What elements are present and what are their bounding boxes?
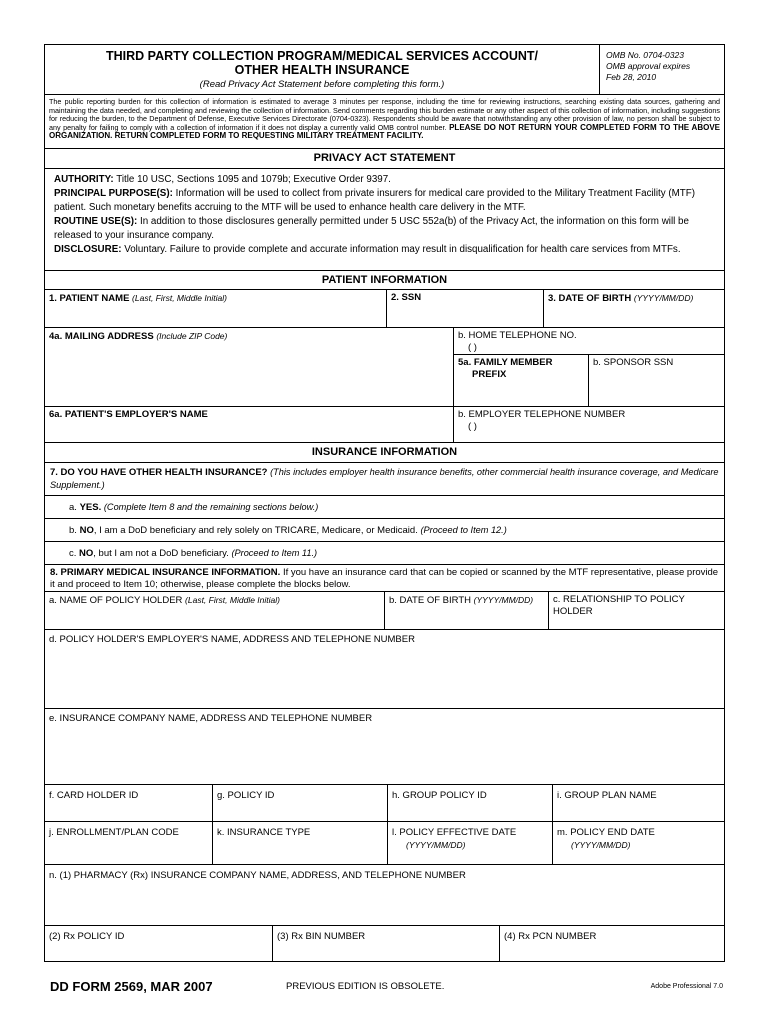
form-title-line1: THIRD PARTY COLLECTION PROGRAM/MEDICAL SERVICES ACCOUNT/ xyxy=(106,49,538,63)
question-7-label: 7. DO YOU HAVE OTHER HEALTH INSURANCE? xyxy=(50,467,268,478)
option-c-row xyxy=(45,542,724,565)
mailing-address-label: 4a. MAILING ADDRESS xyxy=(49,331,154,342)
rx-policy-id-field[interactable] xyxy=(45,926,273,961)
authority-text: Title 10 USC, Sections 1095 and 1079b; Executive Order 9397. xyxy=(116,174,391,185)
contact-column xyxy=(454,328,724,406)
policy-effective-date-label: l. POLICY EFFECTIVE DATE xyxy=(392,827,517,838)
policy-holder-name-field[interactable] xyxy=(45,592,385,629)
option-no-dod[interactable] xyxy=(45,519,724,541)
previous-edition-note: PREVIOUS EDITION IS OBSOLETE. xyxy=(286,981,445,992)
rx-bin-number-label: (3) Rx BIN NUMBER xyxy=(277,931,366,942)
option-c-bold: NO xyxy=(79,548,94,559)
employer-phone-field[interactable] xyxy=(454,407,724,442)
option-no-non-dod[interactable] xyxy=(45,542,724,564)
group-policy-id-label: h. GROUP POLICY ID xyxy=(392,790,487,801)
policy-id-field[interactable] xyxy=(213,785,388,821)
option-b-prefix: b. xyxy=(69,525,77,536)
enrollment-plan-code-field[interactable] xyxy=(45,822,213,864)
patient-row-2 xyxy=(45,328,724,407)
option-b-bold: NO xyxy=(79,525,94,536)
form-title-line2: OTHER HEALTH INSURANCE xyxy=(234,63,410,77)
policy-holder-dob-label: b. DATE OF BIRTH xyxy=(389,595,471,606)
policy-holder-employer-label: d. POLICY HOLDER'S EMPLOYER'S NAME, ADDRESS AND TELEPHONE NUMBER xyxy=(49,634,415,645)
rx-bin-number-field[interactable] xyxy=(273,926,500,961)
relationship-field[interactable] xyxy=(549,592,724,629)
home-phone-paren: ( ) xyxy=(468,342,477,353)
form-subtitle: (Read Privacy Act Statement before completing this form.) xyxy=(199,79,445,90)
privacy-body xyxy=(45,169,724,270)
pharmacy-company-label: n. (1) PHARMACY (Rx) INSURANCE COMPANY NAME, ADDRESS, AND TELEPHONE NUMBER xyxy=(49,870,466,881)
policy-holder-employer-row xyxy=(45,630,724,709)
group-plan-name-label: i. GROUP PLAN NAME xyxy=(557,790,657,801)
option-a-hint: (Complete Item 8 and the remaining sections below.) xyxy=(103,502,319,512)
dob-hint: (YYYY/MM/DD) xyxy=(633,293,694,303)
group-plan-name-field[interactable] xyxy=(553,785,724,821)
policy-holder-dob-hint: (YYYY/MM/DD) xyxy=(473,595,534,605)
rx-pcn-number-label: (4) Rx PCN NUMBER xyxy=(504,931,597,942)
mailing-address-field[interactable] xyxy=(45,328,454,406)
form-footer xyxy=(44,976,725,1000)
form-container xyxy=(44,44,725,962)
policy-holder-dob-field[interactable] xyxy=(385,592,549,629)
patient-row-1 xyxy=(45,290,724,328)
option-b-hint: (Proceed to Item 12.) xyxy=(420,525,507,535)
enrollment-plan-code-label: j. ENROLLMENT/PLAN CODE xyxy=(49,827,179,838)
policy-holder-name-label: a. NAME OF POLICY HOLDER xyxy=(49,595,183,606)
employer-name-label: 6a. PATIENT'S EMPLOYER'S NAME xyxy=(49,409,208,420)
family-prefix-label-2: PREFIX xyxy=(472,369,507,380)
option-b-row xyxy=(45,519,724,542)
omb-approval: OMB approval expires xyxy=(606,61,691,71)
form-id: DD FORM 2569, MAR 2007 xyxy=(50,979,213,994)
family-prefix-field[interactable] xyxy=(454,355,589,406)
sponsor-ssn-field[interactable] xyxy=(589,355,724,406)
relationship-label: c. RELATIONSHIP TO POLICY HOLDER xyxy=(553,594,685,617)
patient-heading-row xyxy=(45,271,724,290)
disclosure-label: DISCLOSURE: xyxy=(54,244,122,255)
rx-row xyxy=(45,926,724,961)
policy-effective-date-field[interactable] xyxy=(388,822,553,864)
privacy-heading: PRIVACY ACT STATEMENT xyxy=(313,152,456,164)
patient-name-field[interactable] xyxy=(45,290,387,327)
routine-line xyxy=(54,215,715,243)
option-b-text: , I am a DoD beneficiary and rely solely on TRICARE, Medicare, or Medicaid. xyxy=(93,525,418,536)
policy-end-date-field[interactable] xyxy=(553,822,724,864)
question-8-text: If you have an insurance card that can be copied or scanned by the MTF representative, please provide it and proceed to Item 10; otherwise, please complete the blocks below. xyxy=(50,567,719,590)
routine-text: In addition to those disclosures generally permitted under 5 USC 552a(b) of the Privacy Act, the information on this form will be released to your insurance company. xyxy=(54,216,689,241)
option-yes[interactable] xyxy=(45,496,724,518)
insurance-type-label: k. INSURANCE TYPE xyxy=(217,827,311,838)
insurance-type-field[interactable] xyxy=(213,822,388,864)
group-policy-id-field[interactable] xyxy=(388,785,553,821)
ssn-field[interactable] xyxy=(387,290,544,327)
insurance-company-label: e. INSURANCE COMPANY NAME, ADDRESS AND TELEPHONE NUMBER xyxy=(49,713,373,724)
purpose-line xyxy=(54,187,715,215)
authority-line xyxy=(54,173,715,187)
card-holder-id-field[interactable] xyxy=(45,785,213,821)
option-a-row xyxy=(45,496,724,519)
insurance-company-row xyxy=(45,709,724,785)
omb-date: Feb 28, 2010 xyxy=(606,72,657,82)
employer-phone-paren: ( ) xyxy=(468,421,477,432)
option-c-hint: (Proceed to Item 11.) xyxy=(231,548,318,558)
question-8-label: 8. PRIMARY MEDICAL INSURANCE INFORMATION. xyxy=(50,567,281,578)
dob-field[interactable] xyxy=(544,290,724,327)
authority-label: AUTHORITY: xyxy=(54,174,114,185)
home-phone-label: b. HOME TELEPHONE NO. xyxy=(458,330,577,341)
disclosure-text: Voluntary. Failure to provide complete and accurate information may result in disqualification for health care services from MTFs. xyxy=(124,244,681,255)
insurance-heading-row xyxy=(45,443,724,463)
disclosure-line xyxy=(54,243,715,257)
burden-bold-text: PLEASE DO NOT RETURN YOUR COMPLETED FORM TO THE ABOVE ORGANIZATION. RETURN COMPLETED FORM TO REQUESTING MILITARY TREATMENT FACILITY. xyxy=(49,122,720,141)
policy-id-label: g. POLICY ID xyxy=(217,790,275,801)
ssn-label: 2. SSN xyxy=(391,292,422,303)
form-title-block xyxy=(45,45,600,94)
burden-statement xyxy=(45,95,724,149)
omb-number: OMB No. 0704-0323 xyxy=(606,50,684,60)
burden-text: The public reporting burden for this collection of information is estimated to average 3 minutes per response, including the time for reviewing instructions, searching existing data sources, gathering and maintaining the data needed, and completing and reviewing the collection of information. Send comments regarding this burden estimate or any other aspect of this collection of information, including suggestions for reducing the burden, to the Department of Defense, Executive Services Directorate (0704-0323). Respondents should be aware that notwithstanding any other provision of law, no person shall be subject to any penalty for failing to comply with a collection of information if it does not display a currently valid OMB control number. xyxy=(49,97,720,132)
patient-name-label: 1. PATIENT NAME xyxy=(49,293,130,304)
policy-holder-name-hint: (Last, First, Middle Initial) xyxy=(185,595,280,605)
policy-end-date-hint: (YYYY/MM/DD) xyxy=(571,840,631,850)
omb-block xyxy=(600,45,724,94)
option-c-text: , but I am not a DoD beneficiary. xyxy=(93,548,229,559)
software-note: Adobe Professional 7.0 xyxy=(650,983,723,990)
privacy-heading-row xyxy=(45,149,724,169)
home-phone-field[interactable] xyxy=(454,328,724,355)
sponsor-ssn-label: b. SPONSOR SSN xyxy=(593,357,674,368)
privacy-statement xyxy=(45,169,724,271)
patient-heading: PATIENT INFORMATION xyxy=(321,274,448,286)
policy-holder-employer-field[interactable] xyxy=(45,630,724,708)
option-c-prefix: c. xyxy=(69,548,77,559)
ids-row xyxy=(45,785,724,822)
insurance-heading: INSURANCE INFORMATION xyxy=(311,446,458,458)
policy-holder-row xyxy=(45,592,724,630)
policy-effective-date-hint: (YYYY/MM/DD) xyxy=(406,840,466,850)
plan-dates-row xyxy=(45,822,724,865)
burden-text-block xyxy=(45,95,724,148)
family-prefix-label: 5a. FAMILY MEMBER xyxy=(458,357,553,368)
patient-row-3 xyxy=(45,407,724,443)
question-7-row xyxy=(45,463,724,496)
rx-policy-id-label: (2) Rx POLICY ID xyxy=(49,931,125,942)
employer-name-field[interactable] xyxy=(45,407,454,442)
patient-name-hint: (Last, First, Middle Initial) xyxy=(132,293,227,303)
employer-phone-label: b. EMPLOYER TELEPHONE NUMBER xyxy=(458,409,626,420)
question-7-hint: (This includes employer health insurance benefits, other commercial health insurance coverage, and Medicare Supplement.) xyxy=(50,467,719,490)
question-8 xyxy=(45,565,724,591)
purpose-label: PRINCIPAL PURPOSE(S): xyxy=(54,188,173,199)
form-header xyxy=(45,45,724,95)
dob-label: 3. DATE OF BIRTH xyxy=(548,293,632,304)
purpose-text: Information will be used to collect from private insurers for medical care provided to the Military Treatment Facility (MTF) patient. Such monetary benefits accruing to the MTF will be used to enhance health care delivery in the MTF. xyxy=(54,188,696,213)
routine-label: ROUTINE USE(S): xyxy=(54,216,138,227)
policy-end-date-label: m. POLICY END DATE xyxy=(557,827,655,838)
option-a-bold: YES. xyxy=(79,502,102,513)
rx-pcn-number-field[interactable] xyxy=(500,926,724,961)
option-a-prefix: a. xyxy=(69,502,77,513)
question-8-row xyxy=(45,565,724,592)
pharmacy-company-field[interactable] xyxy=(45,865,724,925)
insurance-company-field[interactable] xyxy=(45,709,724,784)
mailing-address-hint: (Include ZIP Code) xyxy=(156,331,228,341)
pharmacy-row xyxy=(45,865,724,926)
question-7 xyxy=(45,463,724,495)
card-holder-id-label: f. CARD HOLDER ID xyxy=(49,790,139,801)
prefix-sponsor-row xyxy=(454,355,724,406)
